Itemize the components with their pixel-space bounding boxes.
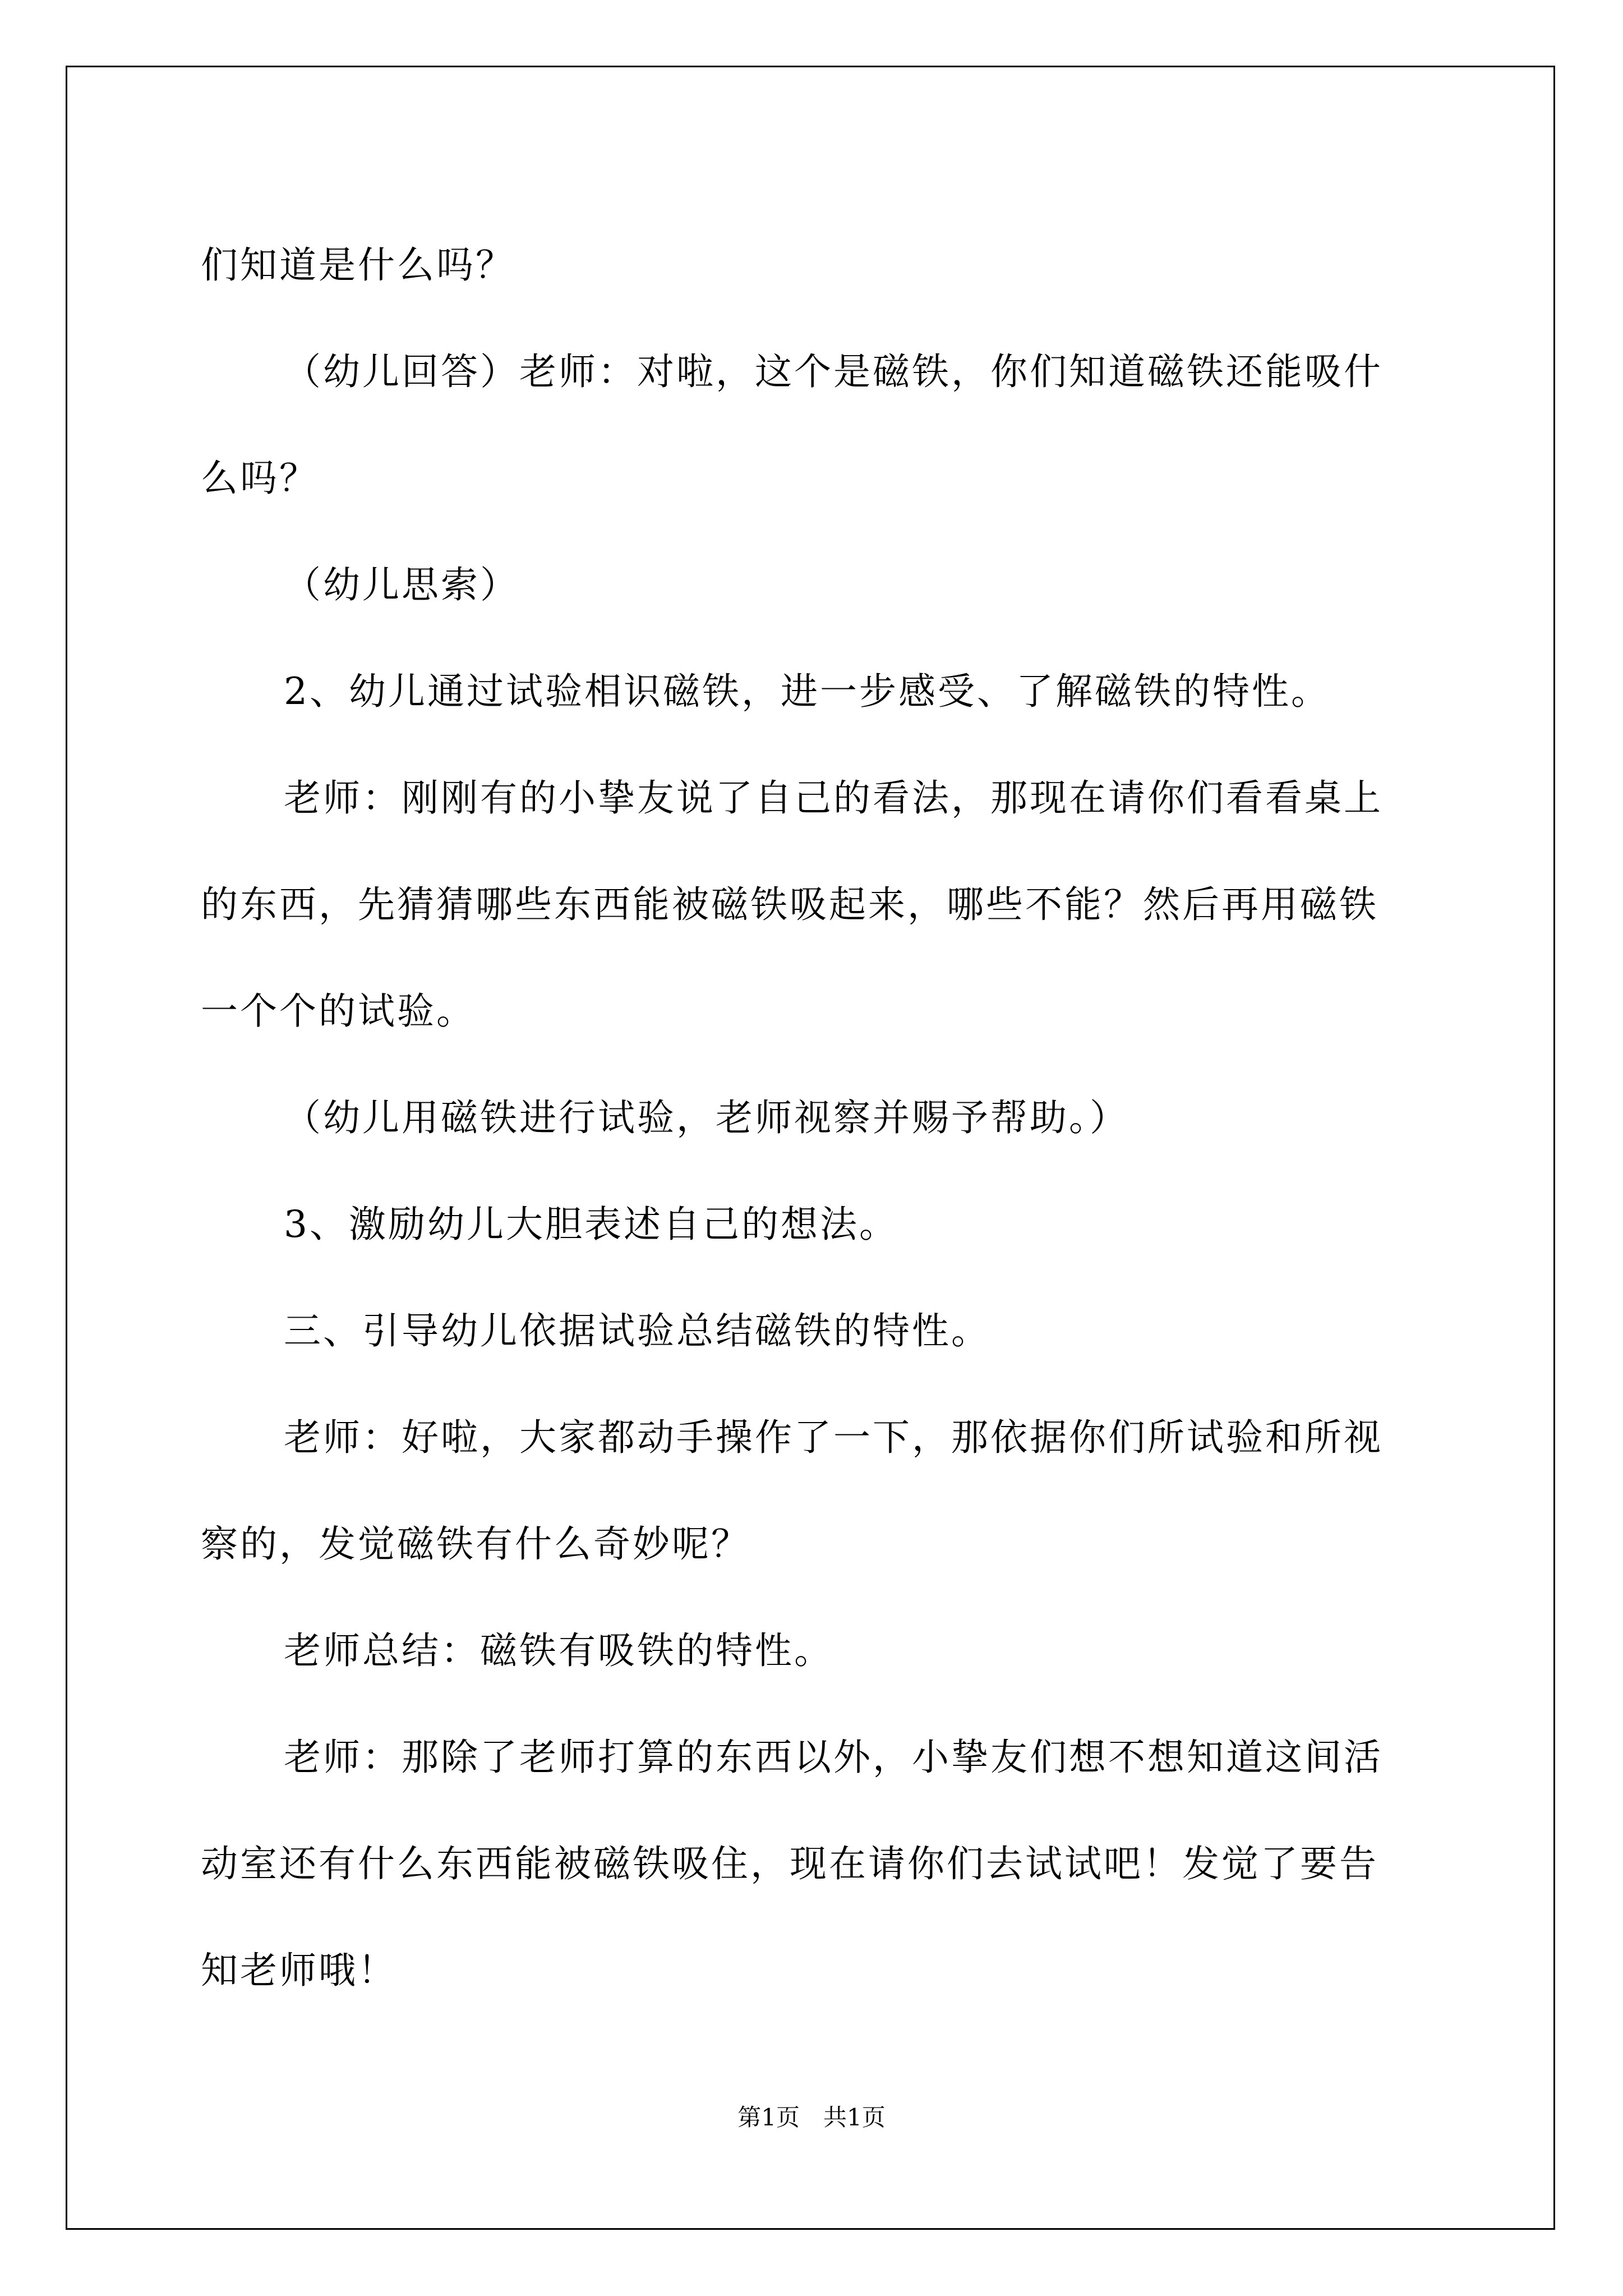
text-line: 2、幼儿通过试验相识磁铁，进一步感受、了解磁铁的特性。 xyxy=(284,670,1330,713)
text-line: 3、激励幼儿大胆表述自己的想法。 xyxy=(284,1203,898,1246)
text-line: （幼儿思索） xyxy=(284,563,519,606)
text-line: 动室还有什么东西能被磁铁吸住，现在请你们去试试吧！发觉了要告 xyxy=(201,1842,1378,1885)
text-line: （幼儿用磁铁进行试验，老师视察并赐予帮助。） xyxy=(284,1096,1129,1139)
text-line: 老师：那除了老师打算的东西以外，小挚友们想不想知道这间活 xyxy=(284,1736,1383,1779)
text-line: 老师：刚刚有的小挚友说了自己的看法，那现在请你们看看桌上 xyxy=(284,776,1383,820)
document-body xyxy=(201,212,1435,2024)
text-line: 么吗？ xyxy=(201,457,319,500)
text-line: 知老师哦！ xyxy=(201,1949,397,1992)
text-line: 老师总结：磁铁有吸铁的特性。 xyxy=(284,1629,833,1672)
text-line: 们知道是什么吗？ xyxy=(201,243,515,287)
text-line: 察的，发觉磁铁有什么奇妙呢？ xyxy=(201,1522,750,1566)
page-number-footer: 第1页 共1页 xyxy=(737,2104,886,2131)
text-line: 一个个的试验。 xyxy=(201,990,476,1033)
text-line: （幼儿回答）老师：对啦，这个是磁铁，你们知道磁铁还能吸什 xyxy=(284,350,1383,393)
text-line: 老师：好啦，大家都动手操作了一下，那依据你们所试验和所视 xyxy=(284,1416,1383,1459)
text-line: 的东西，先猜猜哪些东西能被磁铁吸起来，哪些不能？然后再用磁铁 xyxy=(201,883,1378,926)
text-line: 三、引导幼儿依据试验总结磁铁的特性。 xyxy=(284,1309,990,1352)
